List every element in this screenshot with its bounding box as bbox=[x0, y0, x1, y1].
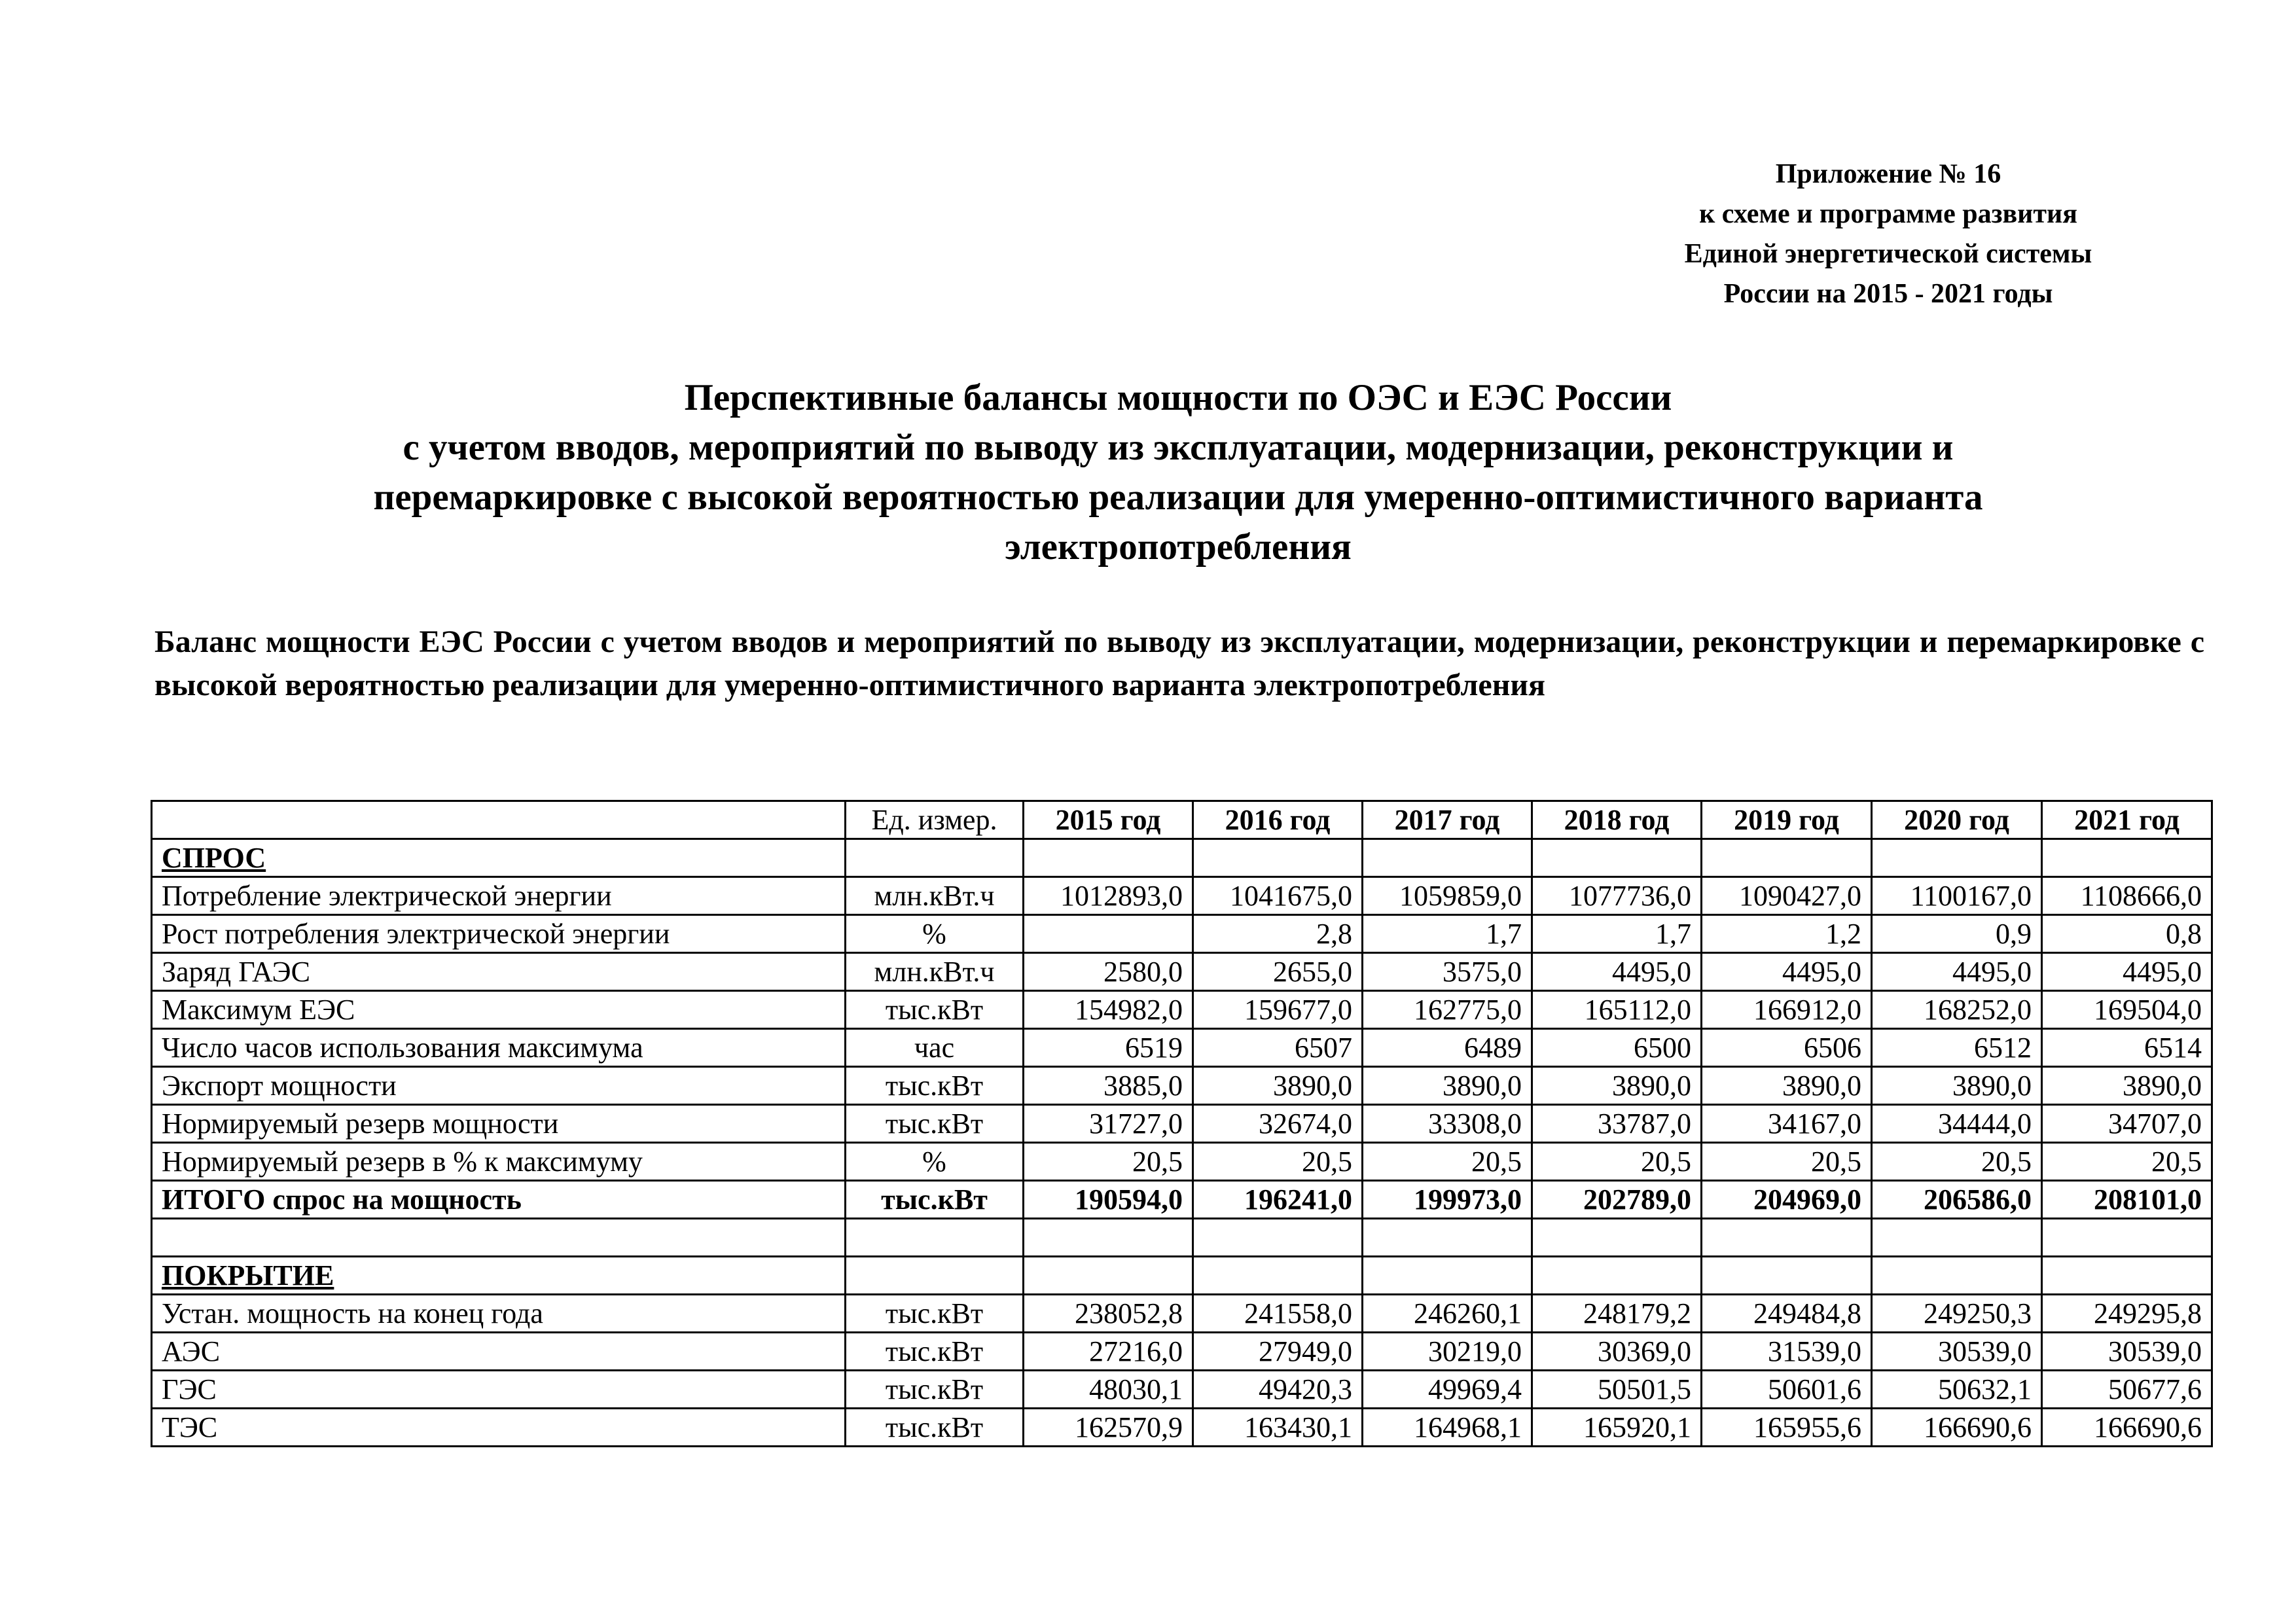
header-year-cell: 2020 год bbox=[1872, 801, 2042, 839]
header-year-cell: 2018 год bbox=[1532, 801, 1702, 839]
value-cell bbox=[2042, 1219, 2212, 1257]
table-row bbox=[152, 1295, 2212, 1333]
value-cell: 238052,8 bbox=[1024, 1295, 1193, 1333]
table-header-row bbox=[152, 801, 2212, 839]
value-cell bbox=[1193, 1257, 1363, 1295]
row-unit-cell: тыс.кВт bbox=[846, 1105, 1024, 1143]
value-cell: 34444,0 bbox=[1872, 1105, 2042, 1143]
value-cell: 3885,0 bbox=[1024, 1067, 1193, 1105]
value-cell: 6514 bbox=[2042, 1029, 2212, 1067]
power-balance-table bbox=[151, 800, 2213, 1447]
row-label-cell: СПРОС bbox=[152, 839, 846, 877]
value-cell: 20,5 bbox=[1872, 1143, 2042, 1181]
value-cell: 3890,0 bbox=[1363, 1067, 1532, 1105]
value-cell: 48030,1 bbox=[1024, 1371, 1193, 1409]
table-row bbox=[152, 877, 2212, 915]
value-cell: 34167,0 bbox=[1702, 1105, 1872, 1143]
value-cell: 20,5 bbox=[1363, 1143, 1532, 1181]
value-cell: 2655,0 bbox=[1193, 953, 1363, 991]
value-cell: 1100167,0 bbox=[1872, 877, 2042, 915]
row-label-cell: Экспорт мощности bbox=[152, 1067, 846, 1105]
section-row bbox=[152, 1257, 2212, 1295]
value-cell: 2580,0 bbox=[1024, 953, 1193, 991]
value-cell: 6519 bbox=[1024, 1029, 1193, 1067]
value-cell bbox=[2042, 1257, 2212, 1295]
value-cell: 4495,0 bbox=[1872, 953, 2042, 991]
value-cell bbox=[1702, 1219, 1872, 1257]
value-cell bbox=[1024, 1257, 1193, 1295]
value-cell: 31727,0 bbox=[1024, 1105, 1193, 1143]
value-cell: 164968,1 bbox=[1363, 1409, 1532, 1447]
row-unit-cell bbox=[846, 839, 1024, 877]
row-unit-cell bbox=[846, 1257, 1024, 1295]
row-label-cell: Нормируемый резерв мощности bbox=[152, 1105, 846, 1143]
value-cell bbox=[1702, 839, 1872, 877]
table-row bbox=[152, 1409, 2212, 1447]
value-cell: 30539,0 bbox=[2042, 1333, 2212, 1371]
row-unit-cell: тыс.кВт bbox=[846, 1181, 1024, 1219]
header-unit-cell: Ед. измер. bbox=[846, 801, 1024, 839]
row-label-cell: ИТОГО спрос на мощность bbox=[152, 1181, 846, 1219]
total-row bbox=[152, 1181, 2212, 1219]
value-cell: 204969,0 bbox=[1702, 1181, 1872, 1219]
value-cell bbox=[1024, 1219, 1193, 1257]
row-label-cell: ГЭС bbox=[152, 1371, 846, 1409]
value-cell bbox=[1363, 839, 1532, 877]
table-row bbox=[152, 1105, 2212, 1143]
value-cell: 1,7 bbox=[1532, 915, 1702, 953]
value-cell bbox=[1872, 1219, 2042, 1257]
value-cell bbox=[1532, 1219, 1702, 1257]
value-cell: 3890,0 bbox=[1872, 1067, 2042, 1105]
table-row bbox=[152, 1067, 2212, 1105]
appendix-line: к схеме и программе развития bbox=[1699, 199, 2077, 229]
row-unit-cell: час bbox=[846, 1029, 1024, 1067]
value-cell: 31539,0 bbox=[1702, 1333, 1872, 1371]
row-label-cell: Потребление электрической энергии bbox=[152, 877, 846, 915]
table-row bbox=[152, 1333, 2212, 1371]
value-cell: 4495,0 bbox=[1532, 953, 1702, 991]
value-cell: 2,8 bbox=[1193, 915, 1363, 953]
value-cell bbox=[1363, 1257, 1532, 1295]
value-cell: 166690,6 bbox=[2042, 1409, 2212, 1447]
value-cell: 165955,6 bbox=[1702, 1409, 1872, 1447]
value-cell bbox=[1872, 1257, 2042, 1295]
value-cell: 33787,0 bbox=[1532, 1105, 1702, 1143]
value-cell: 6500 bbox=[1532, 1029, 1702, 1067]
value-cell: 32674,0 bbox=[1193, 1105, 1363, 1143]
value-cell: 20,5 bbox=[1532, 1143, 1702, 1181]
value-cell: 1,7 bbox=[1363, 915, 1532, 953]
appendix-line: Единой энергетической системы bbox=[1684, 239, 2092, 269]
value-cell: 20,5 bbox=[1702, 1143, 1872, 1181]
value-cell: 6489 bbox=[1363, 1029, 1532, 1067]
row-label-cell: ПОКРЫТИЕ bbox=[152, 1257, 846, 1295]
title-line: с учетом вводов, мероприятий по выводу из эксплуатации, модернизации, реконструкции и bbox=[403, 427, 1954, 468]
value-cell: 6507 bbox=[1193, 1029, 1363, 1067]
row-unit-cell: тыс.кВт bbox=[846, 1067, 1024, 1105]
row-unit-cell: тыс.кВт bbox=[846, 1371, 1024, 1409]
table-row bbox=[152, 991, 2212, 1029]
value-cell: 208101,0 bbox=[2042, 1181, 2212, 1219]
value-cell: 20,5 bbox=[2042, 1143, 2212, 1181]
table-row bbox=[152, 1029, 2212, 1067]
value-cell: 248179,2 bbox=[1532, 1295, 1702, 1333]
value-cell bbox=[1363, 1219, 1532, 1257]
value-cell bbox=[1702, 1257, 1872, 1295]
value-cell: 50677,6 bbox=[2042, 1371, 2212, 1409]
row-unit-cell: млн.кВт.ч bbox=[846, 953, 1024, 991]
row-label-cell: ТЭС bbox=[152, 1409, 846, 1447]
value-cell: 33308,0 bbox=[1363, 1105, 1532, 1143]
value-cell: 6506 bbox=[1702, 1029, 1872, 1067]
appendix-line: России на 2015 - 2021 годы bbox=[1723, 279, 2053, 309]
value-cell: 246260,1 bbox=[1363, 1295, 1532, 1333]
value-cell: 249295,8 bbox=[2042, 1295, 2212, 1333]
value-cell: 169504,0 bbox=[2042, 991, 2212, 1029]
appendix-block bbox=[1676, 154, 2101, 314]
row-label-cell bbox=[152, 1219, 846, 1257]
value-cell: 34707,0 bbox=[2042, 1105, 2212, 1143]
value-cell: 154982,0 bbox=[1024, 991, 1193, 1029]
row-unit-cell: тыс.кВт bbox=[846, 991, 1024, 1029]
value-cell: 49969,4 bbox=[1363, 1371, 1532, 1409]
document-title bbox=[170, 373, 2186, 572]
value-cell: 20,5 bbox=[1024, 1143, 1193, 1181]
value-cell bbox=[1872, 839, 2042, 877]
header-name-cell bbox=[152, 801, 846, 839]
value-cell: 190594,0 bbox=[1024, 1181, 1193, 1219]
row-label-cell: Нормируемый резерв в % к максимуму bbox=[152, 1143, 846, 1181]
value-cell: 159677,0 bbox=[1193, 991, 1363, 1029]
header-year-cell: 2015 год bbox=[1024, 801, 1193, 839]
table-row bbox=[152, 1219, 2212, 1257]
value-cell: 196241,0 bbox=[1193, 1181, 1363, 1219]
value-cell: 30219,0 bbox=[1363, 1333, 1532, 1371]
row-unit-cell: тыс.кВт bbox=[846, 1295, 1024, 1333]
title-line: перемаркировке с высокой вероятностью реализации для умеренно-оптимистичного варианта bbox=[373, 477, 1983, 518]
value-cell bbox=[1193, 1219, 1363, 1257]
value-cell: 1059859,0 bbox=[1363, 877, 1532, 915]
table-row bbox=[152, 1371, 2212, 1409]
value-cell bbox=[2042, 839, 2212, 877]
value-cell: 249484,8 bbox=[1702, 1295, 1872, 1333]
value-cell: 0,8 bbox=[2042, 915, 2212, 953]
value-cell: 1,2 bbox=[1702, 915, 1872, 953]
value-cell: 3890,0 bbox=[1532, 1067, 1702, 1105]
value-cell: 1041675,0 bbox=[1193, 877, 1363, 915]
value-cell: 166690,6 bbox=[1872, 1409, 2042, 1447]
value-cell: 4495,0 bbox=[2042, 953, 2212, 991]
value-cell: 20,5 bbox=[1193, 1143, 1363, 1181]
value-cell: 3890,0 bbox=[1193, 1067, 1363, 1105]
value-cell: 3575,0 bbox=[1363, 953, 1532, 991]
title-line: электропотребления bbox=[1005, 526, 1352, 568]
row-unit-cell bbox=[846, 1219, 1024, 1257]
value-cell: 50501,5 bbox=[1532, 1371, 1702, 1409]
row-unit-cell: тыс.кВт bbox=[846, 1409, 1024, 1447]
row-label-cell: Максимум ЕЭС bbox=[152, 991, 846, 1029]
table-row bbox=[152, 953, 2212, 991]
value-cell: 162775,0 bbox=[1363, 991, 1532, 1029]
value-cell: 50601,6 bbox=[1702, 1371, 1872, 1409]
value-cell: 30539,0 bbox=[1872, 1333, 2042, 1371]
value-cell: 241558,0 bbox=[1193, 1295, 1363, 1333]
section-row bbox=[152, 839, 2212, 877]
header-year-cell: 2019 год bbox=[1702, 801, 1872, 839]
value-cell: 27949,0 bbox=[1193, 1333, 1363, 1371]
row-label-cell: АЭС bbox=[152, 1333, 846, 1371]
value-cell bbox=[1193, 839, 1363, 877]
header-year-cell: 2017 год bbox=[1363, 801, 1532, 839]
header-year-cell: 2021 год bbox=[2042, 801, 2212, 839]
table-row bbox=[152, 915, 2212, 953]
row-label-cell: Число часов использования максимума bbox=[152, 1029, 846, 1067]
value-cell: 3890,0 bbox=[2042, 1067, 2212, 1105]
row-unit-cell: тыс.кВт bbox=[846, 1333, 1024, 1371]
value-cell: 27216,0 bbox=[1024, 1333, 1193, 1371]
value-cell: 6512 bbox=[1872, 1029, 2042, 1067]
value-cell: 199973,0 bbox=[1363, 1181, 1532, 1219]
value-cell: 206586,0 bbox=[1872, 1181, 2042, 1219]
table-body bbox=[152, 839, 2212, 1447]
value-cell: 165920,1 bbox=[1532, 1409, 1702, 1447]
row-unit-cell: млн.кВт.ч bbox=[846, 877, 1024, 915]
table-caption: Баланс мощности ЕЭС России с учетом вводов и мероприятий по выводу из эксплуатации, модернизации, реконструкции и перемаркировке с высокой вероятностью реализации для умеренно-оптимистичного варианта электропотребления bbox=[154, 624, 2204, 702]
value-cell: 166912,0 bbox=[1702, 991, 1872, 1029]
value-cell bbox=[1532, 1257, 1702, 1295]
value-cell bbox=[1024, 915, 1193, 953]
table-row bbox=[152, 1143, 2212, 1181]
value-cell: 163430,1 bbox=[1193, 1409, 1363, 1447]
value-cell: 162570,9 bbox=[1024, 1409, 1193, 1447]
appendix-line: Приложение № 16 bbox=[1775, 159, 2001, 189]
value-cell: 1077736,0 bbox=[1532, 877, 1702, 915]
value-cell: 0,9 bbox=[1872, 915, 2042, 953]
value-cell: 50632,1 bbox=[1872, 1371, 2042, 1409]
row-label-cell: Заряд ГАЭС bbox=[152, 953, 846, 991]
value-cell bbox=[1024, 839, 1193, 877]
value-cell: 1012893,0 bbox=[1024, 877, 1193, 915]
value-cell: 202789,0 bbox=[1532, 1181, 1702, 1219]
value-cell: 1090427,0 bbox=[1702, 877, 1872, 915]
value-cell: 3890,0 bbox=[1702, 1067, 1872, 1105]
title-line: Перспективные балансы мощности по ОЭС и ЕЭС России bbox=[684, 377, 1672, 418]
value-cell: 49420,3 bbox=[1193, 1371, 1363, 1409]
value-cell: 249250,3 bbox=[1872, 1295, 2042, 1333]
row-label-cell: Устан. мощность на конец года bbox=[152, 1295, 846, 1333]
row-unit-cell: % bbox=[846, 1143, 1024, 1181]
header-year-cell: 2016 год bbox=[1193, 801, 1363, 839]
value-cell: 165112,0 bbox=[1532, 991, 1702, 1029]
value-cell: 30369,0 bbox=[1532, 1333, 1702, 1371]
value-cell bbox=[1532, 839, 1702, 877]
value-cell: 1108666,0 bbox=[2042, 877, 2212, 915]
value-cell: 4495,0 bbox=[1702, 953, 1872, 991]
row-label-cell: Рост потребления электрической энергии bbox=[152, 915, 846, 953]
value-cell: 168252,0 bbox=[1872, 991, 2042, 1029]
row-unit-cell: % bbox=[846, 915, 1024, 953]
